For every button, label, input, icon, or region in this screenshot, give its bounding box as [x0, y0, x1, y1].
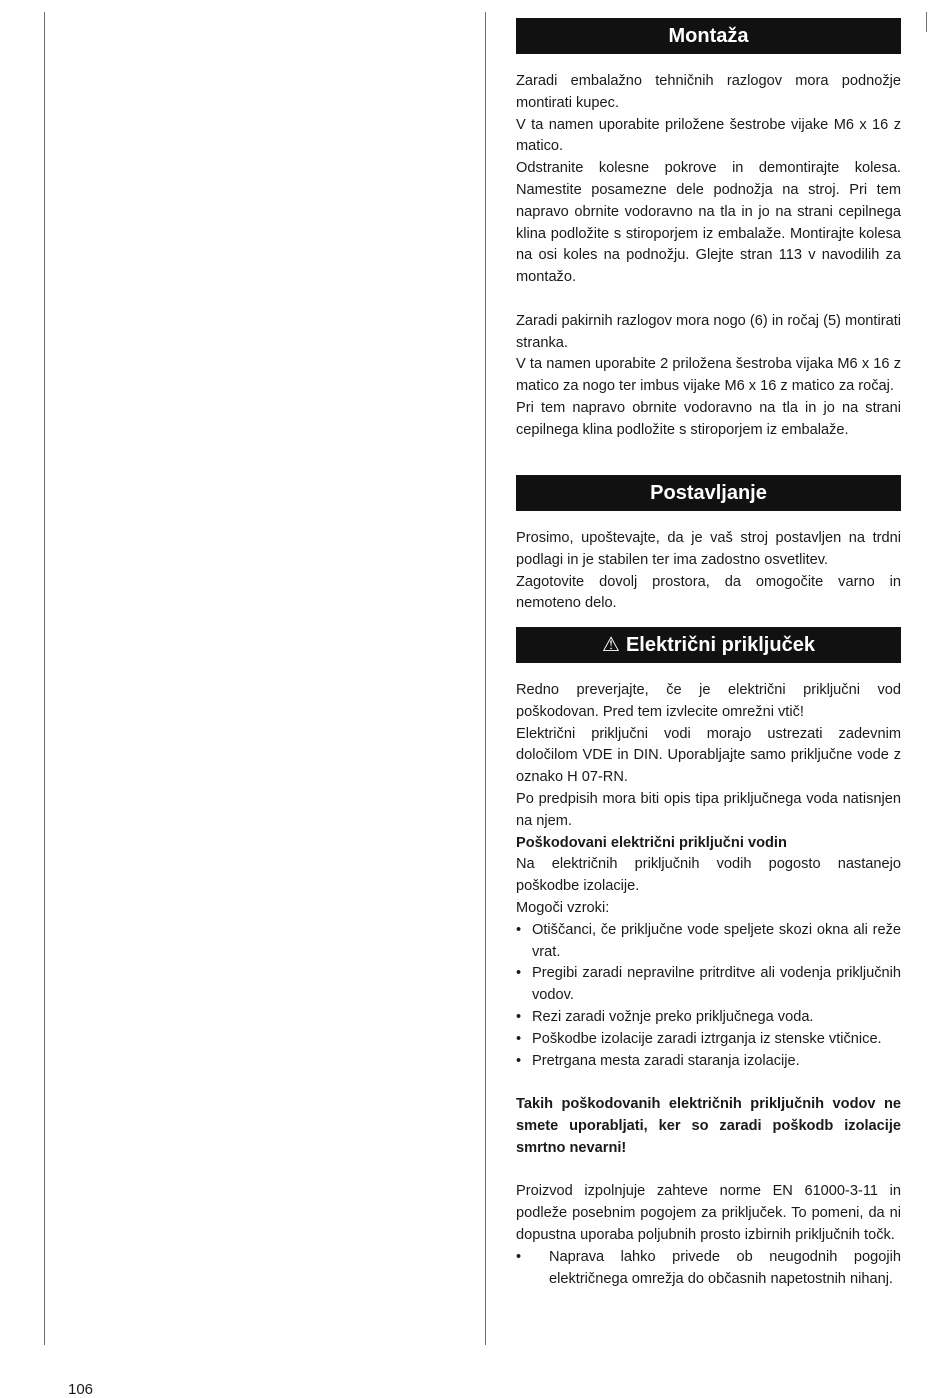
paragraph: Mogoči vzroki:	[516, 899, 610, 916]
paragraph: V ta namen uporabite priložene šestrobe vijake M6 x 16 z matico.	[516, 116, 901, 155]
list-item: • Naprava lahko privede ob neugodnih pogojih električnega omrežja do občasnih napetostnih nihanj.	[516, 1248, 901, 1287]
bullet-icon: •	[516, 965, 522, 982]
section-postavljanje	[516, 475, 901, 615]
norm-list	[516, 1247, 901, 1291]
list-item: • Otiščanci, če priključne vode speljete skozi okna ali reže vrat.	[516, 921, 901, 960]
paragraph: Zaradi embalažno tehničnih razlogov mora podnožje montirati kupec.	[516, 73, 901, 111]
paragraph: Na električnih priključnih vodih pogosto nastanejo poškodbe izolacije.	[516, 856, 901, 895]
warning-paragraph: Takih poškodovanih električnih priključnih vodov ne smete uporabljati, ker so zaradi poškodb izolacije smrtno nevarni!	[516, 1096, 901, 1156]
paragraph: Električni priključni vodi morajo ustrezati zadevnim določilom VDE in DIN. Uporabljajte samo priključne vode z oznako H 07-RN.	[516, 725, 901, 786]
subheading: Poškodovani električni priključni vodin	[516, 834, 787, 851]
list-item: • Poškodbe izolacije zaradi iztrganja iz stenske vtičnice.	[516, 1029, 901, 1051]
left-border-line	[44, 12, 45, 1345]
paragraph: Zagotovite dovolj prostora, da omogočite varno in nemoteno delo.	[516, 573, 901, 612]
paragraph: Odstranite kolesne pokrove in demontirajte kolesa. Namestite posamezne dele podnožja na stroj. Pri tem napravo obrnite vodoravno na tla in jo na strani cepilnega klina podložite s stiroporjem iz embalaže. Montirajte kolesa na osi koles na podnožju. Glejte stran 113 v navodilih za montažo.	[516, 160, 901, 286]
paragraph: Zaradi pakirnih razlogov mora nogo (6) in ročaj (5) montirati stranka.	[516, 312, 901, 351]
bullet-icon: •	[516, 1030, 522, 1047]
paragraph: Prosimo, upoštevajte, da je vaš stroj postavljen na trdni podlagi in je stabilen ter ima zadostno osvetlitev.	[516, 530, 901, 568]
bullet-icon: •	[516, 1248, 522, 1265]
list-item: • Pretrgana mesta zaradi staranja izolacije.	[516, 1051, 901, 1073]
warning-triangle-icon: ⚠	[602, 634, 620, 656]
bullet-icon: •	[516, 1052, 522, 1069]
section-heading-montaza: Montaža	[516, 18, 901, 54]
list-item: • Rezi zaradi vožnje preko priključnega voda.	[516, 1007, 901, 1029]
paragraph: Po predpisih mora biti opis tipa priključnega voda natisnjen na njem.	[516, 790, 901, 829]
list-item: • Pregibi zaradi nepravilne pritrditve ali vodenja priključnih vodov.	[516, 965, 901, 1004]
paragraph: V ta namen uporabite 2 priložena šestroba vijaka M6 x 16 z matico za nogo ter imbus vijake M6 x 16 z matico za ročaj.	[516, 356, 901, 395]
center-divider-line	[485, 12, 486, 1345]
bullet-icon: •	[516, 1008, 522, 1025]
section-heading-postavljanje: Postavljanje	[516, 475, 901, 511]
bullet-icon: •	[516, 921, 522, 938]
paragraph: Redno preverjajte, če je električni priključni vod poškodovan. Pred tem izvlecite omrežni vtič!	[516, 682, 901, 720]
section-montaza	[516, 18, 901, 442]
right-border-line	[926, 12, 927, 32]
section-heading-text: Električni priključek	[625, 634, 815, 656]
paragraph: Proizvod izpolnjuje zahteve norme EN 61000-3-11 in podleže posebnim pogojem za priključek. To pomeni, da ni dopustna uporaba poljubnih prosto izbirnih priključnih točk.	[516, 1183, 901, 1243]
page-number: 106	[68, 1381, 94, 1398]
causes-list	[516, 920, 901, 1073]
paragraph: Pri tem napravo obrnite vodoravno na tla in jo na strani cepilnega klina podložite s stiroporjem iz embalaže.	[516, 399, 901, 438]
section-heading-prikljucek	[516, 627, 901, 663]
section-elektricni-prikljucek	[516, 627, 901, 1290]
